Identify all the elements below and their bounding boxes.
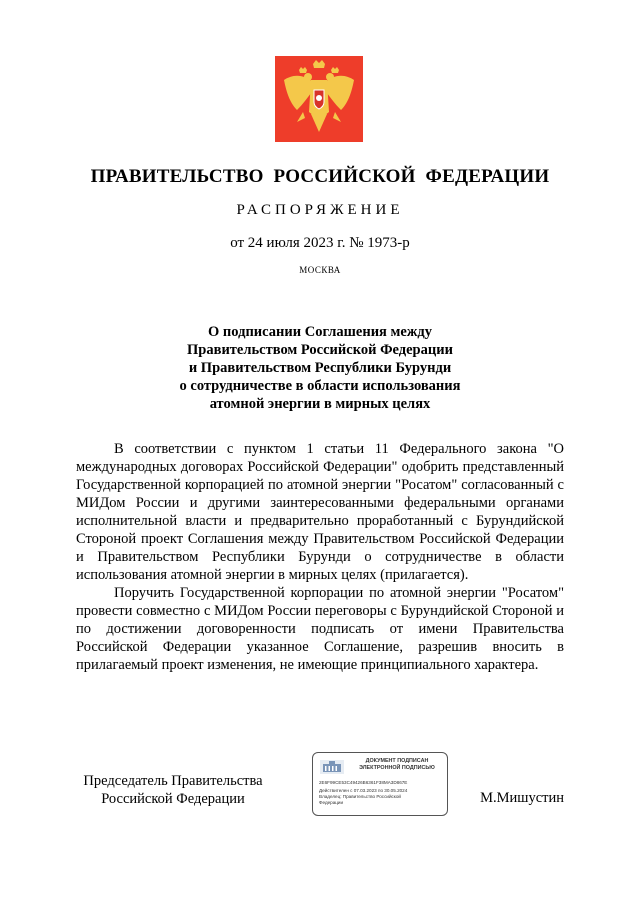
stamp-validity: Действителен с 07.03.2023 по 30.05.2024 (319, 788, 408, 793)
subject-line: о сотрудничестве в области использования (179, 378, 461, 394)
signatory-position-line: Российской Федерации (101, 791, 245, 807)
signatory-position-line: Председатель Правительства (83, 773, 263, 789)
subject-line: Правительством Российской Федерации (187, 342, 453, 358)
stamp-heading-line: ДОКУМЕНТ ПОДПИСАН (365, 758, 429, 764)
subject-line: и Правительством Республики Бурунди (188, 360, 452, 376)
stamp-owner-line: Владелец: Правительство Российской (319, 794, 401, 799)
signatory-position (78, 772, 268, 808)
body-paragraph: Поручить Государственной корпорации по атомной энергии "Росатом" провести совместно с МИДом России переговоры с Бурундийской Стороной и по достижении договоренности подписать от имени Правительства Российской Федерации указанное Соглашение, разрешив вносить в прилагаемый проект изменения, не имеющие принципиального характера. (76, 585, 564, 673)
subject-line: О подписании Соглашения между (208, 324, 432, 340)
coat-of-arms-icon (275, 56, 363, 142)
stamp-owner-line: Федерации (319, 800, 344, 805)
document-date-number: от 24 июля 2023 г. № 1973-р (230, 235, 410, 251)
body-paragraph: В соответствии с пунктом 1 статьи 11 Федерального закона "О международных договорах Российской Федерации" одобрить представленный Государственной корпорацией по атомной энергии "Росатом" согласованный с МИДом России и другими заинтересованными федеральными органами исполнительной власти и предварительно проработанный с Бурундийской Стороной проект Соглашения между Правительством Российской Федерации и Правительством Республики Бурунди о сотрудничестве в области использования атомной энергии в мирных целях (прилагается). (76, 441, 564, 583)
document-body (76, 440, 564, 674)
government-title: ПРАВИТЕЛЬСТВО РОССИЙСКОЙ ФЕДЕРАЦИИ (90, 166, 550, 187)
stamp-certificate: 2E6F99CE53C49426B6361F38MA3D867E (319, 780, 408, 785)
government-building-icon (319, 759, 345, 775)
document-city: МОСКВА (299, 265, 341, 275)
stamp-heading-line: ЭЛЕКТРОННОЙ ПОДПИСЬЮ (359, 764, 435, 771)
document-type: РАСПОРЯЖЕНИЕ (236, 202, 404, 218)
stamp-heading (349, 758, 445, 771)
electronic-signature-stamp (312, 752, 448, 816)
document-subject (120, 323, 520, 413)
subject-line: атомной энергии в мирных целях (209, 396, 431, 412)
signatory-name: М.Мишустин (480, 790, 564, 806)
